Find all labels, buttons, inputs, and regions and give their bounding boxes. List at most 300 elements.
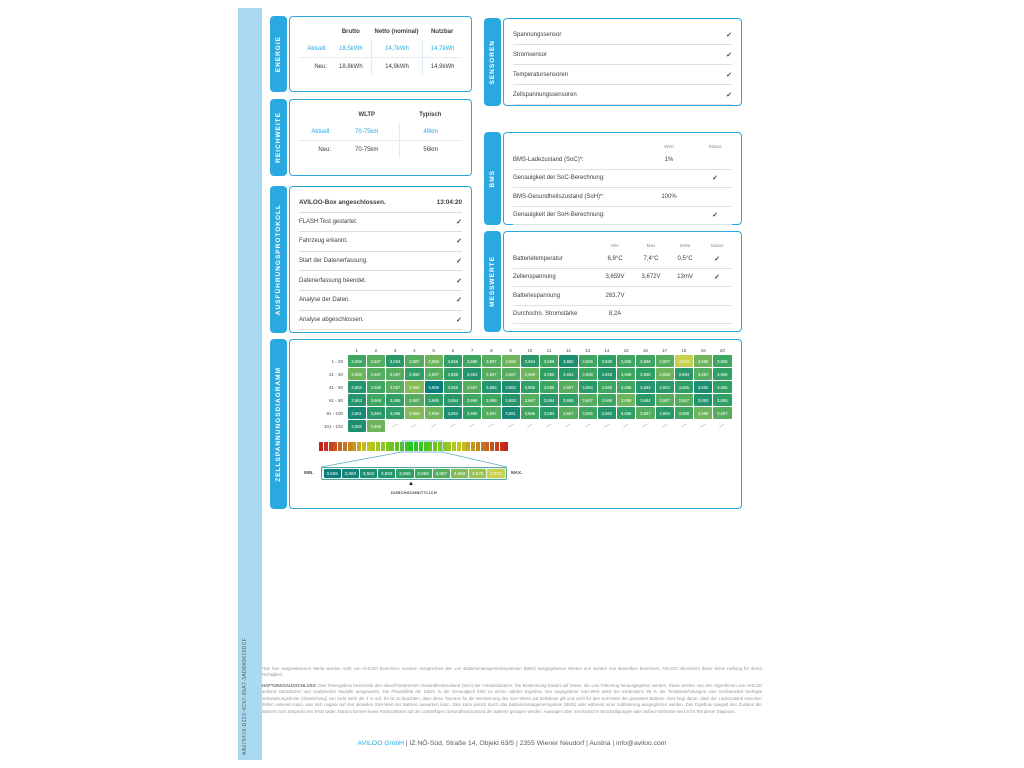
cell-voltage-value: 3,665 [386,407,404,419]
cell-voltage-value: 3,665 [636,368,654,380]
reichweite-value: 70-75km [335,140,399,158]
footer-company: AVILOO GmbH [357,740,404,747]
scale-segment [504,442,508,451]
cell-voltage-value: 3,667 [463,381,481,393]
empty-dash-icon: — [429,421,438,431]
cell-voltage-value: 3,665 [598,355,616,367]
scale-segment [357,442,361,451]
cell-voltage-value: 3,661 [502,407,520,419]
cell-voltage-value: 3,666 [617,355,635,367]
messwerte-status [702,287,732,306]
cell-voltage-value: 3,667 [425,368,443,380]
cell-voltage-value: 3,665 [617,407,635,419]
sensor-row [513,45,732,65]
messwerte-value: 3,659V [596,269,634,288]
cell-voltage-empty [463,420,481,432]
scale-zoom-value: 3,667 [433,469,450,478]
check-icon: ✓ [726,31,732,39]
grid-column-header: 5 [432,347,435,353]
bms-tab [484,132,501,225]
protocol-step-label: FLASH Test gestartet. [299,218,358,225]
scale-segment [476,442,480,451]
footer [262,740,762,747]
empty-dash-icon: — [583,421,592,431]
protocol-step-label: Datenerfassung beendet. [299,277,367,284]
energie-row-label: Aktuell: [307,45,327,52]
cell-voltage-empty [636,420,654,432]
cell-voltage-value: 3,662 [348,420,366,432]
cell-voltage-value: 3,664 [444,394,462,406]
cell-voltage-value: 3,666 [348,355,366,367]
cell-voltage-value: 3,664 [579,381,597,393]
empty-dash-icon: — [525,421,535,431]
energie-header: Netto (nominal) [374,28,419,35]
energie-table [299,23,462,75]
grid-row [299,368,732,380]
cell-voltage-value: 3,668 [521,368,539,380]
messwerte-value: 7,4°C [634,250,668,269]
messwerte-value [668,306,702,325]
bms-value: 100% [640,188,698,207]
cell-voltage-empty [444,420,462,432]
cell-voltage-value: 3,665 [425,394,443,406]
protokoll-list [299,193,462,330]
cell-voltage-value: 3,667 [405,355,423,367]
cell-voltage-value: 3,666 [636,355,654,367]
protokoll-tab [270,186,287,333]
messwerte-value: 8,2A [596,306,634,325]
grid-row-label: 61 - 80 [328,397,343,403]
scale-segment [433,442,437,451]
reichweite-corner [299,106,335,123]
cell-voltage-value: 3,663 [502,394,520,406]
protocol-step-label: Analyse der Daten. [299,297,351,304]
protocol-row [299,291,462,311]
reichweite-tab-label: REICHWEITE [275,112,282,163]
grid-column-header: 12 [565,347,571,353]
cell-voltage-empty [425,420,443,432]
check-icon: ✓ [726,51,732,59]
grid-column-header: 2 [374,347,378,353]
cell-voltage-value: 3,668 [348,368,366,380]
grid-column-header: 17 [662,347,668,353]
cell-voltage-value: 3,662 [444,407,462,419]
energie-value: 18,8kWh [331,57,371,75]
messwerte-box [503,231,742,332]
grid-column-header: 16 [642,347,648,353]
section-energie [270,16,472,92]
cell-voltage-value: 3,666 [540,381,558,393]
footer-address: | IZ NÖ-Süd, Straße 14, Objekt 63/5 | 2355 Wiener Neudorf | Austria | info@aviloo.com [403,740,667,747]
cell-voltage-value: 3,663 [598,368,616,380]
grid-column-header: 8 [490,347,493,353]
cell-voltage-value: 3,667 [636,407,654,419]
cell-voltage-value: 3,664 [656,407,674,419]
protokoll-tab-label: AUSFÜHRUNGSPROTOKOLL [275,203,282,316]
cell-voltage-value: 3,665 [713,368,731,380]
scale-segment [419,442,423,451]
protocol-row [299,193,462,213]
reichweite-header: Typisch [419,111,442,118]
empty-dash-icon: — [564,421,573,431]
messwerte-row-label: Zellenspannung [513,269,596,288]
energie-header: Brutto [341,28,360,35]
check-icon: ✓ [456,258,462,266]
grid-header-spacer [299,346,347,354]
cell-voltage-value: 3,664 [521,355,539,367]
sensor-label: Temperatursensoren [513,71,569,78]
cell-voltage-value: 3,663 [482,381,500,393]
scale-zoom-value: 3,659 [324,469,341,478]
messwerte-value: 6,9°C [596,250,634,269]
cell-voltage-value: 3,668 [425,407,443,419]
scale-zoom-value: 3,670 [469,469,486,478]
grid-row-label: 1 - 20 [331,358,343,364]
cell-voltage-value: 3,668 [502,355,520,367]
section-reichweite [270,99,472,176]
cell-voltage-value: 3,667 [482,368,500,380]
cell-voltage-empty [405,420,423,432]
scale-segment [471,442,475,451]
scale-max-label: MAX. [511,470,523,475]
messwerte-status [702,306,732,325]
empty-dash-icon: — [621,421,631,431]
cell-voltage-empty [694,420,712,432]
bms-header: Status [708,144,722,149]
empty-dash-icon: — [467,421,477,431]
scale-zoom-value: 3,669 [451,469,468,478]
scale-zoom-value: 3,665 [396,469,413,478]
scale-segment [319,442,323,451]
protocol-timestamp: 13:04:20 [436,198,462,206]
sensor-row [513,85,732,105]
grid-column-header: 20 [719,347,725,353]
cell-voltage-value: 3,667 [405,394,423,406]
cell-voltage-value: 3,666 [521,407,539,419]
cell-voltage-value: 3,666 [579,355,597,367]
protocol-row [299,252,462,272]
cell-voltage-value: 3,667 [502,368,520,380]
scale-segment [490,442,494,451]
check-icon: ✓ [712,212,718,220]
grid-row-label: 21 - 40 [328,371,343,377]
messwerte-row-label: Batteriespannung [513,287,596,306]
reichweite-value: 70-75km [355,128,379,135]
cell-voltage-value: 3,664 [559,368,577,380]
bms-header: Wert [664,144,674,149]
cell-voltage-value: 3,661 [348,407,366,419]
messwerte-header: Status [710,243,724,248]
scale-zoom-value: 3,666 [415,469,432,478]
protocol-row [299,213,462,233]
scale-zoom-value: 3,662 [360,469,377,478]
empty-dash-icon: — [718,421,727,431]
cell-voltage-value: 3,664 [540,394,558,406]
messwerte-tab-label: MESSWERTE [489,256,496,307]
energie-value: 18,5kWh [339,45,363,52]
scale-segment [424,442,428,451]
cell-voltage-value: 3,663 [598,407,616,419]
disclaimer-footnote: *Die hier ausgewiesenen Werte wurden nicht von AVILOO berechnet, sondern entsprechen den von Batteriemanagementsystemen (BMS) ausgegebenen Werten und wurden von denselben berechnet. AVILOO übernimmt daher keine Haftung für deren Richtigkeit. [262,666,762,678]
cell-voltage-value: 3,667 [656,394,674,406]
zellen-tab [270,339,287,509]
grid-header-row [299,346,732,354]
bms-status [698,188,732,207]
section-zellspannungsdiagramm [270,339,742,509]
bms-status [698,151,732,170]
bms-box [503,132,742,225]
cell-voltage-value: 3,667 [559,407,577,419]
messwerte-row-label: Durchschn. Stromstärke [513,306,596,325]
cell-voltage-value: 3,665 [713,381,731,393]
scale-segment [324,442,328,451]
energie-value: 14,7kWh [371,40,423,57]
messwerte-value [668,287,702,306]
empty-dash-icon: — [506,421,515,431]
cell-voltage-value: 3,666 [367,394,385,406]
protocol-step-label: AVILOO-Box angeschlossen. [299,198,386,206]
cell-voltage-value: 3,668 [425,355,443,367]
check-icon: ✓ [714,255,720,263]
bms-status [698,170,732,189]
cell-voltage-value: 3,665 [713,394,731,406]
messwerte-tab [484,231,501,332]
cell-voltage-value: 3,662 [559,355,577,367]
protocol-row [299,232,462,252]
empty-dash-icon: — [679,421,689,431]
empty-dash-icon: — [641,421,650,431]
cell-voltage-value: 3,668 [617,394,635,406]
cell-voltage-empty [521,420,539,432]
scale-segment [466,442,470,451]
scale-segment [343,442,347,451]
average-label: DURCHSCHNITTLICH [391,490,437,495]
sensoren-tab-label: SENSOREN [489,39,496,85]
cell-voltage-value: 3,665 [405,368,423,380]
bms-row-label: BMS-Ladezustand (SoC)*: [513,151,640,170]
energie-tab-label: ENERGIE [275,35,282,73]
protocol-step-label: Analyse abgeschlossen. [299,316,364,323]
cell-voltage-empty [502,420,520,432]
cell-voltage-empty [675,420,693,432]
check-icon: ✓ [456,297,462,305]
sensoren-list [513,25,732,105]
scale-segment [447,442,451,451]
cell-voltage-value: 3,665 [444,368,462,380]
bms-tab-label: BMS [489,169,496,188]
cell-voltage-value: 3,668 [694,407,712,419]
grid-row [299,381,732,393]
section-messwerte [484,231,742,332]
scale-zoom-row [321,467,507,480]
cell-voltage-value: 3,668 [656,368,674,380]
scale-segment [409,442,413,451]
cell-voltage-value: 3,666 [540,355,558,367]
grid-column-header: 15 [623,347,629,353]
bms-status [698,207,732,226]
scale-segment [428,442,432,451]
bms-row-label: Genauigkeit der SoC-Berechnung: [513,170,640,189]
voltage-scale-bar [319,442,509,451]
scale-segment [481,442,485,451]
cell-voltage-value: 3,666 [367,381,385,393]
cell-voltage-value: 3,666 [598,381,616,393]
bms-row-label: BMS-Gesundheitszustand (SoH)*: [513,188,640,207]
cell-voltage-value: 3,669 [405,407,423,419]
cell-voltage-value: 3,664 [386,355,404,367]
check-icon: ✓ [456,238,462,246]
sensor-label: Spannungssensor [513,31,562,38]
sensor-row [513,25,732,45]
cell-voltage-value: 3,663 [694,394,712,406]
cell-voltage-empty [386,420,404,432]
energie-row-label: Neu: [299,57,331,75]
grid-column-header: 9 [509,347,512,353]
scale-segment [452,442,456,451]
grid-row [299,355,732,367]
cell-voltage-value: 3,667 [559,381,577,393]
check-icon: ✓ [714,274,720,282]
scale-segment [462,442,466,451]
cell-voltage-value: 3,663 [348,381,366,393]
cell-voltage-value: 3,665 [540,368,558,380]
cell-voltage-value: 3,664 [540,407,558,419]
cell-voltage-value: 3,667 [675,394,693,406]
scale-segment [500,442,504,451]
bms-value [640,170,698,189]
cell-voltage-value: 3,666 [579,368,597,380]
report-serial-number: AA076478-D123-4C97-89A7-3AD8A9616DCF [242,637,248,755]
cell-voltage-value: 3,663 [348,394,366,406]
section-sensoren [484,18,742,106]
cell-voltage-empty [540,420,558,432]
scale-segment [352,442,356,451]
cell-voltage-value: 3,667 [579,394,597,406]
scale-segment [395,442,399,451]
reichweite-header: WLTP [358,111,376,118]
cell-voltage-value: 3,665 [675,381,693,393]
scale-segment [438,442,442,451]
grid-row [299,420,732,432]
reichweite-row-label: Aktuell: [311,128,331,135]
grid-row-label: 101 - 102 [323,423,343,429]
cell-voltage-value: 3,665 [444,355,462,367]
cell-voltage-empty [482,420,500,432]
reichweite-tab [270,99,287,176]
cell-voltage-value: 3,664 [367,407,385,419]
messwerte-value [634,287,668,306]
disclaimer-legal-title: HAFTUNGSAUSSCHLUSS: [262,682,317,688]
section-bms [484,132,742,225]
empty-dash-icon: — [410,421,419,431]
energie-corner [299,23,331,40]
messwerte-value: 3,672V [634,269,668,288]
cell-voltage-value: 3,665 [463,407,481,419]
cell-voltage-value: 3,666 [579,407,597,419]
check-icon: ✓ [456,277,462,285]
empty-dash-icon: — [448,421,458,431]
disclaimer-block [262,666,762,719]
messwerte-value: 0,5°C [668,250,702,269]
messwerte-header: Delta [679,243,691,248]
cell-voltage-value: 3,667 [694,368,712,380]
sensoren-tab [484,18,501,106]
scale-segment [381,442,385,451]
cell-voltage-value: 3,662 [694,381,712,393]
energie-value: 14,9kWh [371,57,423,75]
cell-voltage-empty [656,420,674,432]
grid-column-header: 10 [527,347,533,353]
protocol-row [299,271,462,291]
energie-tab [270,16,287,92]
cell-voltage-value: 3,667 [367,368,385,380]
scale-segment [390,442,394,451]
reichweite-value: 48km [399,123,463,140]
cell-voltage-value: 3,667 [713,407,731,419]
messwerte-value: 13mV [668,269,702,288]
cell-voltage-value: 3,659 [425,381,443,393]
scale-segment [348,442,352,451]
energie-value: 14,9kWh [422,57,462,75]
energie-box [289,16,472,92]
messwerte-header: Min [611,243,619,248]
scale-segment [495,442,499,451]
scale-segment [414,442,418,451]
disclaimer-legal-text: Das Testergebnis beschreibt den aktuell bestimmten Gesundheitszustand (SoH) der Antriebsbatterie. Die Bestimmung basiert auf Daten, die vom Fahrzeug herausgegeben werden. Diese werden von den Algorithmen von AVILOO anhand statistischer und analytischer Modelle ausgewertet. Die Plausibilität der Daten in der Genauigkeit führt zu einem validen Ergebnis. Der angegebene SoH-Wert weist bei mindestens 95 % der Testwiederholungen eine nachweislich bedingte Schwankungsbreite (Abweichung) von nicht mehr als 3 % auf. Es ist zu beachten, dass diese Toleranz für die Bestimmung des SoH-Werts auf Zellebene gilt und nicht für den SoH-Wert der gesamten Batterie. Dies liegt daran, dass der Ladezustand einzelner Zellen variieren kann, was sich negativ auf den aktuellen SoH-Wert der Batterie auswirken kann. Dies kann jedoch durch das Batteriemanagementsystem (BMS) oder während einer Kalibrierung ausgeglichen werden. Das Ergebnis spiegelt den Zustand der Batterie zum Zeitpunkt des Tests wider. Daraus können keine Rückschlüsse auf den zukünftigen Gesundheitszustand der Batterie gezogen werden. Aussagen über mechanische Beschädigungen oder äußere Einflüsse sind nicht Teil dieser Diagnose. [262,682,763,714]
messwerte-status [702,250,732,269]
cell-voltage-value: 3,666 [617,381,635,393]
messwerte-table [513,238,732,324]
section-ausfuehrungsprotokoll [270,186,472,333]
reichweite-box [289,99,472,176]
grid-column-header: 18 [681,347,687,353]
cell-voltage-value: 3,667 [482,407,500,419]
protocol-step-label: Start der Datenerfassung. [299,258,368,265]
cell-voltage-empty [617,420,635,432]
cell-voltage-value: 3,667 [482,355,500,367]
bms-value [640,207,698,226]
grid-column-header: 14 [604,347,610,353]
scale-segment [376,442,380,451]
messwerte-value [634,306,668,325]
cell-voltage-value: 3,667 [386,381,404,393]
cell-voltage-value: 3,666 [713,355,731,367]
disclaimer-legal [262,683,762,715]
cell-voltage-value: 3,664 [675,368,693,380]
grid-column-header: 4 [413,347,416,353]
cell-voltage-value: 3,669 [405,381,423,393]
scale-segment [333,442,337,451]
scale-zoom-value: 3,672 [487,469,504,478]
zellen-box [289,339,742,509]
bms-header-spacer [513,139,640,151]
cell-voltage-value: 3,668 [367,420,385,432]
cell-voltage-value: 3,667 [656,355,674,367]
scale-segment [457,442,461,451]
empty-dash-icon: — [390,421,400,431]
cell-voltage-value: 3,666 [617,368,635,380]
scale-segment [338,442,342,451]
grid-row [299,394,732,406]
grid-column-header: 3 [393,347,397,353]
cell-voltage-value: 3,665 [444,381,462,393]
reichweite-value: 56km [399,140,463,158]
energie-header: Nutzbar [430,28,454,35]
scale-segment [371,442,375,451]
cell-voltage-empty [559,420,577,432]
sensoren-box [503,18,742,106]
grid-column-header: 13 [585,347,591,353]
